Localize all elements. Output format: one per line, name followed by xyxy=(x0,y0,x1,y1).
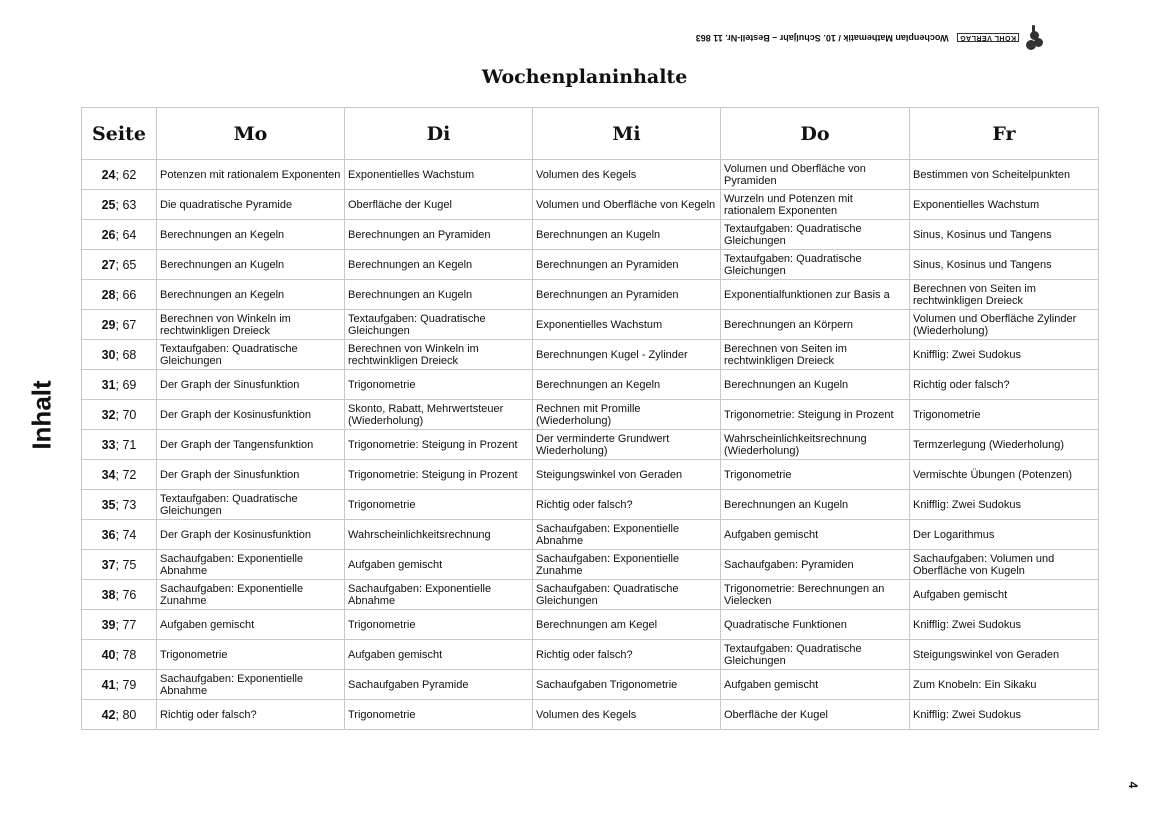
page-ref-cell xyxy=(82,490,157,520)
cell-mo: Berechnen von Winkeln im rechtwinkligen Dreieck xyxy=(157,310,345,340)
cell-fr: Termzerlegung (Wiederholung) xyxy=(910,430,1099,460)
column-header-mo: Mo xyxy=(157,108,345,160)
page-ref-primary: 37 xyxy=(101,557,116,572)
page-ref-cell xyxy=(82,580,157,610)
cell-fr: Sinus, Kosinus und Tangens xyxy=(910,220,1099,250)
table-row xyxy=(82,220,1099,250)
cell-mo: Sachaufgaben: Exponentielle Abnahme xyxy=(157,550,345,580)
cell-di: Aufgaben gemischt xyxy=(345,550,533,580)
page-ref-primary: 31 xyxy=(101,377,116,392)
cell-mo: Der Graph der Kosinusfunktion xyxy=(157,400,345,430)
cell-do: Berechnungen an Kugeln xyxy=(721,490,910,520)
page-ref-primary: 29 xyxy=(101,317,116,332)
cell-do: Berechnungen an Kugeln xyxy=(721,370,910,400)
page-ref-secondary: ; 79 xyxy=(115,677,137,692)
cell-fr: Steigungswinkel von Geraden xyxy=(910,640,1099,670)
cell-do: Wahrscheinlichkeitsrechnung (Wiederholung) xyxy=(721,430,910,460)
page-ref-cell xyxy=(82,280,157,310)
page-ref-cell xyxy=(82,220,157,250)
table-row xyxy=(82,310,1099,340)
column-header-fr: Fr xyxy=(910,108,1099,160)
table-row xyxy=(82,670,1099,700)
page-ref-cell xyxy=(82,370,157,400)
page-ref-cell xyxy=(82,550,157,580)
cell-fr: Sinus, Kosinus und Tangens xyxy=(910,250,1099,280)
page-ref-secondary: ; 68 xyxy=(115,347,137,362)
cell-mi: Steigungswinkel von Geraden xyxy=(533,460,721,490)
weekly-plan-table xyxy=(81,107,1099,730)
cell-mo: Berechnungen an Kegeln xyxy=(157,280,345,310)
cell-di: Berechnungen an Kegeln xyxy=(345,250,533,280)
cell-di: Textaufgaben: Quadratische Gleichungen xyxy=(345,310,533,340)
logo-text: KOHL VERLAG xyxy=(957,34,1019,43)
column-header-di: Di xyxy=(345,108,533,160)
cell-di: Oberfläche der Kugel xyxy=(345,190,533,220)
cell-mi: Volumen und Oberfläche von Kegeln xyxy=(533,190,721,220)
cell-di: Sachaufgaben Pyramide xyxy=(345,670,533,700)
cell-di: Trigonometrie: Steigung in Prozent xyxy=(345,430,533,460)
cell-mi: Volumen des Kegels xyxy=(533,700,721,730)
cell-fr: Knifflig: Zwei Sudokus xyxy=(910,490,1099,520)
page-ref-cell xyxy=(82,520,157,550)
cell-mi: Exponentielles Wachstum xyxy=(533,310,721,340)
page-ref-cell xyxy=(82,610,157,640)
table-row xyxy=(82,190,1099,220)
table-row xyxy=(82,400,1099,430)
cell-mi: Volumen des Kegels xyxy=(533,160,721,190)
cell-fr: Aufgaben gemischt xyxy=(910,580,1099,610)
cell-di: Berechnungen an Kugeln xyxy=(345,280,533,310)
page-ref-secondary: ; 76 xyxy=(115,587,137,602)
page-ref-secondary: ; 78 xyxy=(115,647,137,662)
cell-fr: Sachaufgaben: Volumen und Oberfläche von Kugeln xyxy=(910,550,1099,580)
cell-fr: Der Logarithmus xyxy=(910,520,1099,550)
cell-do: Oberfläche der Kugel xyxy=(721,700,910,730)
cell-do: Sachaufgaben: Pyramiden xyxy=(721,550,910,580)
cell-di: Aufgaben gemischt xyxy=(345,640,533,670)
page-ref-cell xyxy=(82,400,157,430)
page-ref-secondary: ; 65 xyxy=(115,257,137,272)
page-ref-secondary: ; 72 xyxy=(115,467,137,482)
cell-mo: Sachaufgaben: Exponentielle Zunahme xyxy=(157,580,345,610)
cell-mi: Berechnungen an Pyramiden xyxy=(533,250,721,280)
column-header-mi: Mi xyxy=(533,108,721,160)
table-row xyxy=(82,640,1099,670)
page-ref-secondary: ; 69 xyxy=(115,377,137,392)
cell-do: Trigonometrie: Berechnungen an Vielecken xyxy=(721,580,910,610)
cell-mo: Aufgaben gemischt xyxy=(157,610,345,640)
table-row xyxy=(82,250,1099,280)
cell-do: Trigonometrie xyxy=(721,460,910,490)
cell-mi: Berechnungen an Pyramiden xyxy=(533,280,721,310)
cell-fr: Knifflig: Zwei Sudokus xyxy=(910,340,1099,370)
cell-do: Berechnen von Seiten im rechtwinkligen Dreieck xyxy=(721,340,910,370)
page-ref-primary: 41 xyxy=(101,677,116,692)
header-text: Wochenplan Mathematik / 10. Schuljahr – Bestell-Nr. 11 863 xyxy=(695,33,949,43)
cell-mo: Berechnungen an Kugeln xyxy=(157,250,345,280)
page-ref-secondary: ; 63 xyxy=(115,197,137,212)
table-row xyxy=(82,490,1099,520)
page-ref-secondary: ; 66 xyxy=(115,287,137,302)
cell-di: Exponentielles Wachstum xyxy=(345,160,533,190)
cell-mi: Berechnungen an Kugeln xyxy=(533,220,721,250)
cell-fr: Bestimmen von Scheitelpunkten xyxy=(910,160,1099,190)
page-ref-cell xyxy=(82,460,157,490)
page-number xyxy=(1126,778,1140,792)
cell-do: Aufgaben gemischt xyxy=(721,520,910,550)
cell-fr: Knifflig: Zwei Sudokus xyxy=(910,610,1099,640)
cell-di: Wahrscheinlichkeitsrechnung xyxy=(345,520,533,550)
page-ref-primary: 25 xyxy=(101,197,116,212)
page-ref-secondary: ; 74 xyxy=(115,527,137,542)
cell-fr: Vermischte Übungen (Potenzen) xyxy=(910,460,1099,490)
page-ref-primary: 39 xyxy=(101,617,116,632)
page-ref-secondary: ; 64 xyxy=(115,227,137,242)
cell-do: Quadratische Funktionen xyxy=(721,610,910,640)
cell-mi: Richtig oder falsch? xyxy=(533,640,721,670)
publisher-header xyxy=(660,22,1045,54)
cell-di: Berechnungen an Pyramiden xyxy=(345,220,533,250)
page-ref-primary: 35 xyxy=(101,497,116,512)
page-ref-cell xyxy=(82,310,157,340)
cell-di: Trigonometrie xyxy=(345,370,533,400)
page-ref-secondary: ; 67 xyxy=(115,317,137,332)
table-row xyxy=(82,340,1099,370)
cell-mi: Der verminderte Grundwert Wiederholung) xyxy=(533,430,721,460)
cell-do: Volumen und Oberfläche von Pyramiden xyxy=(721,160,910,190)
cell-do: Aufgaben gemischt xyxy=(721,670,910,700)
side-label xyxy=(12,380,72,450)
page-title: Wochenplaninhalte xyxy=(481,66,688,88)
page-ref-secondary: ; 80 xyxy=(115,707,137,722)
page-ref-cell xyxy=(82,190,157,220)
page-ref-secondary: ; 62 xyxy=(115,167,137,182)
cell-fr: Exponentielles Wachstum xyxy=(910,190,1099,220)
page-ref-cell xyxy=(82,250,157,280)
cell-mi: Richtig oder falsch? xyxy=(533,490,721,520)
page-ref-secondary: ; 73 xyxy=(115,497,137,512)
page-ref-primary: 27 xyxy=(101,257,116,272)
cell-do: Textaufgaben: Quadratische Gleichungen xyxy=(721,220,910,250)
page-ref-secondary: ; 77 xyxy=(115,617,137,632)
table-row xyxy=(82,160,1099,190)
cell-fr: Trigonometrie xyxy=(910,400,1099,430)
side-label-text: Inhalt xyxy=(26,380,57,450)
cell-fr: Volumen und Oberfläche Zylinder (Wiederholung) xyxy=(910,310,1099,340)
page-ref-primary: 38 xyxy=(101,587,116,602)
table-row xyxy=(82,550,1099,580)
page-ref-secondary: ; 75 xyxy=(115,557,137,572)
cell-do: Textaufgaben: Quadratische Gleichungen xyxy=(721,640,910,670)
column-header-do: Do xyxy=(721,108,910,160)
cell-mo: Potenzen mit rationalem Exponenten xyxy=(157,160,345,190)
cell-mo: Sachaufgaben: Exponentielle Abnahme xyxy=(157,670,345,700)
page-ref-primary: 26 xyxy=(101,227,116,242)
cell-di: Skonto, Rabatt, Mehrwertsteuer (Wiederholung) xyxy=(345,400,533,430)
page-ref-primary: 33 xyxy=(101,437,116,452)
cell-di: Trigonometrie xyxy=(345,610,533,640)
table-row xyxy=(82,520,1099,550)
column-header-seite: Seite xyxy=(82,108,157,160)
cell-di: Trigonometrie xyxy=(345,490,533,520)
cell-fr: Zum Knobeln: Ein Sikaku xyxy=(910,670,1099,700)
table-header-row xyxy=(82,108,1099,160)
page-ref-primary: 34 xyxy=(101,467,116,482)
page-number-text: 4 xyxy=(1126,781,1140,789)
table-row xyxy=(82,580,1099,610)
page-ref-cell xyxy=(82,160,157,190)
cell-mo: Textaufgaben: Quadratische Gleichungen xyxy=(157,490,345,520)
page-ref-cell xyxy=(82,430,157,460)
page-ref-cell xyxy=(82,700,157,730)
page-ref-cell xyxy=(82,340,157,370)
cell-mo: Richtig oder falsch? xyxy=(157,700,345,730)
table-row xyxy=(82,460,1099,490)
page-ref-primary: 36 xyxy=(101,527,116,542)
cell-mi: Sachaufgaben: Quadratische Gleichungen xyxy=(533,580,721,610)
cell-di: Sachaufgaben: Exponentielle Abnahme xyxy=(345,580,533,610)
cell-fr: Richtig oder falsch? xyxy=(910,370,1099,400)
cell-do: Trigonometrie: Steigung in Prozent xyxy=(721,400,910,430)
page-ref-cell xyxy=(82,640,157,670)
cell-do: Exponentialfunktionen zur Basis a xyxy=(721,280,910,310)
cell-mo: Die quadratische Pyramide xyxy=(157,190,345,220)
cell-do: Wurzeln und Potenzen mit rationalem Exponenten xyxy=(721,190,910,220)
cell-mi: Sachaufgaben: Exponentielle Abnahme xyxy=(533,520,721,550)
cell-mo: Der Graph der Kosinusfunktion xyxy=(157,520,345,550)
cell-mi: Sachaufgaben: Exponentielle Zunahme xyxy=(533,550,721,580)
cell-mi: Berechnungen am Kegel xyxy=(533,610,721,640)
cell-di: Trigonometrie xyxy=(345,700,533,730)
cell-fr: Berechnen von Seiten im rechtwinkligen Dreieck xyxy=(910,280,1099,310)
cell-mi: Berechnungen an Kegeln xyxy=(533,370,721,400)
cell-mi: Rechnen mit Promille (Wiederholung) xyxy=(533,400,721,430)
publisher-logo xyxy=(957,25,1045,51)
page-ref-primary: 30 xyxy=(101,347,116,362)
table-row xyxy=(82,370,1099,400)
page-ref-cell xyxy=(82,670,157,700)
cell-do: Berechnungen an Körpern xyxy=(721,310,910,340)
cell-di: Berechnen von Winkeln im rechtwinkligen Dreieck xyxy=(345,340,533,370)
table-row xyxy=(82,700,1099,730)
cell-mo: Textaufgaben: Quadratische Gleichungen xyxy=(157,340,345,370)
table-row xyxy=(82,610,1099,640)
cell-di: Trigonometrie: Steigung in Prozent xyxy=(345,460,533,490)
page-ref-primary: 32 xyxy=(101,407,116,422)
cell-mo: Der Graph der Sinusfunktion xyxy=(157,460,345,490)
table-row xyxy=(82,280,1099,310)
table-row xyxy=(82,430,1099,460)
cell-do: Textaufgaben: Quadratische Gleichungen xyxy=(721,250,910,280)
page-ref-primary: 42 xyxy=(101,707,116,722)
tree-logo-icon xyxy=(1023,25,1045,51)
cell-mo: Trigonometrie xyxy=(157,640,345,670)
cell-mo: Der Graph der Tangensfunktion xyxy=(157,430,345,460)
page-ref-primary: 24 xyxy=(101,167,116,182)
cell-mi: Sachaufgaben Trigonometrie xyxy=(533,670,721,700)
cell-fr: Knifflig: Zwei Sudokus xyxy=(910,700,1099,730)
cell-mo: Der Graph der Sinusfunktion xyxy=(157,370,345,400)
page-ref-primary: 28 xyxy=(101,287,116,302)
page-ref-primary: 40 xyxy=(101,647,116,662)
cell-mi: Berechnungen Kugel - Zylinder xyxy=(533,340,721,370)
page-ref-secondary: ; 70 xyxy=(115,407,137,422)
cell-mo: Berechnungen an Kegeln xyxy=(157,220,345,250)
page-ref-secondary: ; 71 xyxy=(115,437,137,452)
